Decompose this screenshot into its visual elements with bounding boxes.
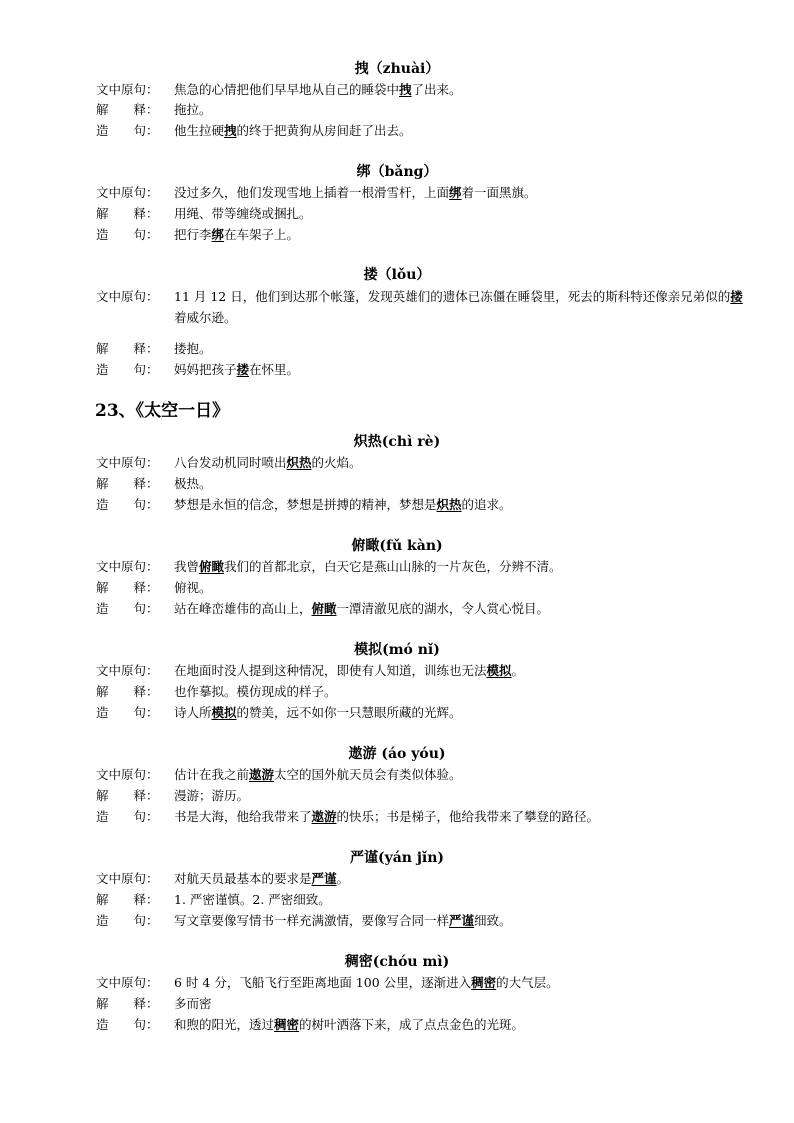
origin-row: [96, 183, 746, 204]
text-segment: 站在峰峦雄伟的高山上，: [174, 601, 312, 616]
meaning-row: [96, 994, 746, 1015]
text-segment: 细致。: [474, 913, 512, 928]
meaning-label: 解 释：: [96, 102, 159, 117]
example-text: [174, 703, 746, 724]
keyword: 拽: [224, 123, 237, 138]
keyword: 炽热: [286, 455, 312, 470]
word-title: 遨游 (áo yóu): [348, 746, 446, 762]
example-row: [96, 121, 746, 142]
example-text: [174, 807, 746, 828]
word-title: 稠密(chóu mì): [344, 954, 450, 970]
keyword: 绑: [449, 185, 462, 200]
text-segment: 拖拉。: [174, 102, 212, 117]
keyword: 炽热: [436, 497, 462, 512]
text-segment: 了出来。: [411, 82, 462, 97]
keyword: 严谨: [311, 871, 337, 886]
example-label: 造 句：: [96, 601, 159, 616]
example-label: 造 句：: [96, 705, 159, 720]
word-title: 拽（zhuài）: [354, 61, 440, 77]
origin-label: 文中原句：: [96, 975, 159, 990]
origin-text: [174, 661, 746, 682]
text-segment: 6 时 4 分，飞船飞行至距离地面 100 公里，逐渐进入: [174, 975, 472, 990]
origin-row: [96, 765, 746, 786]
word-title: 搂（lǒu）: [363, 267, 431, 283]
origin-label: 文中原句：: [96, 663, 159, 678]
word-title: 炽热(chì rè): [353, 434, 441, 450]
meaning-row: [96, 682, 746, 703]
text-segment: 在地面时没人提到这种情况，即使有人知道，训练也无法: [174, 663, 487, 678]
meaning-row: [96, 100, 746, 121]
text-segment: 估计在我之前: [174, 767, 250, 782]
meaning-text: [174, 890, 746, 911]
example-row: [96, 1015, 746, 1036]
origin-row: [96, 973, 746, 994]
text-segment: 没过多久，他们发现雪地上插着一根滑雪杆，上面: [174, 185, 450, 200]
word-title: 严谨(yán jǐn): [349, 850, 445, 866]
meaning-row: [96, 786, 746, 807]
meaning-label: 解 释：: [96, 788, 159, 803]
text-segment: 梦想是永恒的信念，梦想是拼搏的精神，梦想是: [174, 497, 437, 512]
keyword: 俯瞰: [311, 601, 337, 616]
text-segment: 太空的国外航天员会有类似体验。: [274, 767, 462, 782]
keyword: 搂: [730, 289, 743, 304]
text-segment: 我们的首都北京，白天它是燕山山脉的一片灰色，分辨不清。: [224, 559, 562, 574]
text-segment: 的快乐；书是梯子，他给我带来了攀登的路径。: [336, 809, 600, 824]
word-title: 绑（bǎng）: [356, 164, 438, 180]
origin-text: [174, 80, 746, 101]
word-title: 模拟(mó nǐ): [354, 642, 440, 658]
origin-row: [96, 453, 746, 474]
example-label: 造 句：: [96, 809, 159, 824]
text-segment: 搂抱。: [174, 341, 212, 356]
text-segment: 在车架子上。: [224, 227, 300, 242]
text-segment: 11 月 12 日，他们到达那个帐篷，发现英雄们的遗体已冻僵在睡袋里，死去的斯科特还像亲兄弟似的: [174, 289, 731, 304]
text-segment: 着一面黑旗。: [461, 185, 537, 200]
origin-row: [96, 661, 746, 682]
example-text: [174, 121, 746, 142]
origin-row: [96, 869, 746, 890]
origin-label: 文中原句：: [96, 289, 159, 304]
origin-label: 文中原句：: [96, 82, 159, 97]
text-segment: 的追求。: [461, 497, 512, 512]
origin-text: [174, 287, 746, 328]
text-segment: 妈妈把孩子: [174, 362, 237, 377]
text-segment: 在怀里。: [249, 362, 300, 377]
text-segment: 的火焰。: [311, 455, 362, 470]
text-segment: 焦急的心情把他们早早地从自己的睡袋中: [174, 82, 400, 97]
example-label: 造 句：: [96, 497, 159, 512]
example-text: [174, 360, 746, 381]
example-text: [174, 495, 746, 516]
example-row: [96, 225, 746, 246]
origin-label: 文中原句：: [96, 767, 159, 782]
text-segment: 用绳、带等缠绕或捆扎。: [174, 206, 312, 221]
text-segment: 书是大海，他给我带来了: [174, 809, 312, 824]
meaning-text: [174, 682, 746, 703]
text-segment: 诗人所: [174, 705, 212, 720]
meaning-text: [174, 100, 746, 121]
example-row: [96, 911, 746, 932]
meaning-label: 解 释：: [96, 206, 159, 221]
meaning-text: [174, 339, 746, 360]
example-row: [96, 360, 746, 381]
meaning-row: [96, 204, 746, 225]
example-text: [174, 599, 746, 620]
text-segment: 对航天员最基本的要求是: [174, 871, 312, 886]
meaning-label: 解 释：: [96, 580, 159, 595]
origin-row: [96, 80, 746, 101]
meaning-label: 解 释：: [96, 476, 159, 491]
example-row: [96, 703, 746, 724]
meaning-row: [96, 578, 746, 599]
keyword: 稠密: [471, 975, 497, 990]
origin-row: [96, 287, 746, 328]
text-segment: 极热。: [174, 476, 212, 491]
text-segment: 1. 严密谨慎。2. 严密细致。: [174, 892, 331, 907]
text-segment: 着威尔逊。: [174, 309, 237, 325]
example-text: [174, 911, 746, 932]
example-label: 造 句：: [96, 1017, 159, 1032]
text-segment: 一潭清澈见底的湖水，令人赏心悦目。: [336, 601, 550, 616]
keyword: 模拟: [486, 663, 512, 678]
meaning-label: 解 释：: [96, 684, 159, 699]
text-segment: 多而密: [174, 996, 212, 1011]
section-title: 23、《太空一日》: [95, 401, 230, 421]
meaning-row: [96, 890, 746, 911]
text-segment: 写文章要像写情书一样充满激情，要像写合同一样: [174, 913, 450, 928]
text-segment: 的终于把黄狗从房间赶了出去。: [236, 123, 412, 138]
example-label: 造 句：: [96, 227, 159, 242]
meaning-text: [174, 994, 746, 1015]
origin-label: 文中原句：: [96, 185, 159, 200]
example-row: [96, 807, 746, 828]
example-label: 造 句：: [96, 123, 159, 138]
text-segment: 我曾: [174, 559, 200, 574]
origin-text: [174, 183, 746, 204]
meaning-text: [174, 204, 746, 225]
text-segment: 。: [511, 663, 525, 678]
text-segment: 八台发动机同时喷出: [174, 455, 287, 470]
keyword: 拽: [399, 82, 412, 97]
meaning-row: [96, 339, 746, 360]
text-segment: 也作摹拟。模仿现成的样子。: [174, 684, 337, 699]
origin-label: 文中原句：: [96, 559, 159, 574]
example-row: [96, 495, 746, 516]
keyword: 稠密: [274, 1017, 300, 1032]
keyword: 遨游: [311, 809, 337, 824]
text-segment: 的树叶洒落下来，成了点点金色的光斑。: [299, 1017, 525, 1032]
origin-text: [174, 869, 746, 890]
origin-label: 文中原句：: [96, 871, 159, 886]
keyword: 遨游: [249, 767, 275, 782]
example-text: [174, 1015, 746, 1036]
text-segment: 把行李: [174, 227, 212, 242]
meaning-text: [174, 578, 746, 599]
meaning-text: [174, 786, 746, 807]
text-segment: 的赞美，远不如你一只慧眼所藏的光辉。: [236, 705, 462, 720]
origin-text: [174, 557, 746, 578]
meaning-label: 解 释：: [96, 996, 159, 1011]
example-label: 造 句：: [96, 362, 159, 377]
origin-text: [174, 973, 746, 994]
text-segment: 。: [336, 871, 350, 886]
keyword: 模拟: [211, 705, 237, 720]
meaning-label: 解 释：: [96, 892, 159, 907]
meaning-label: 解 释：: [96, 341, 159, 356]
example-row: [96, 599, 746, 620]
keyword: 搂: [236, 362, 250, 377]
word-title: 俯瞰(fǔ kàn): [351, 538, 443, 554]
example-text: [174, 225, 746, 246]
origin-text: [174, 453, 746, 474]
text-segment: 漫游；游历。: [174, 788, 250, 803]
meaning-text: [174, 474, 746, 495]
text-segment: 的大气层。: [496, 975, 559, 990]
origin-row: [96, 557, 746, 578]
origin-text: [174, 765, 746, 786]
origin-label: 文中原句：: [96, 455, 159, 470]
keyword: 严谨: [449, 913, 475, 928]
keyword: 绑: [211, 227, 225, 242]
example-label: 造 句：: [96, 913, 159, 928]
text-segment: 他生拉硬: [174, 123, 225, 138]
text-segment: 俯视。: [174, 580, 212, 595]
meaning-row: [96, 474, 746, 495]
text-segment: 和煦的阳光，透过: [174, 1017, 275, 1032]
keyword: 俯瞰: [199, 559, 225, 574]
